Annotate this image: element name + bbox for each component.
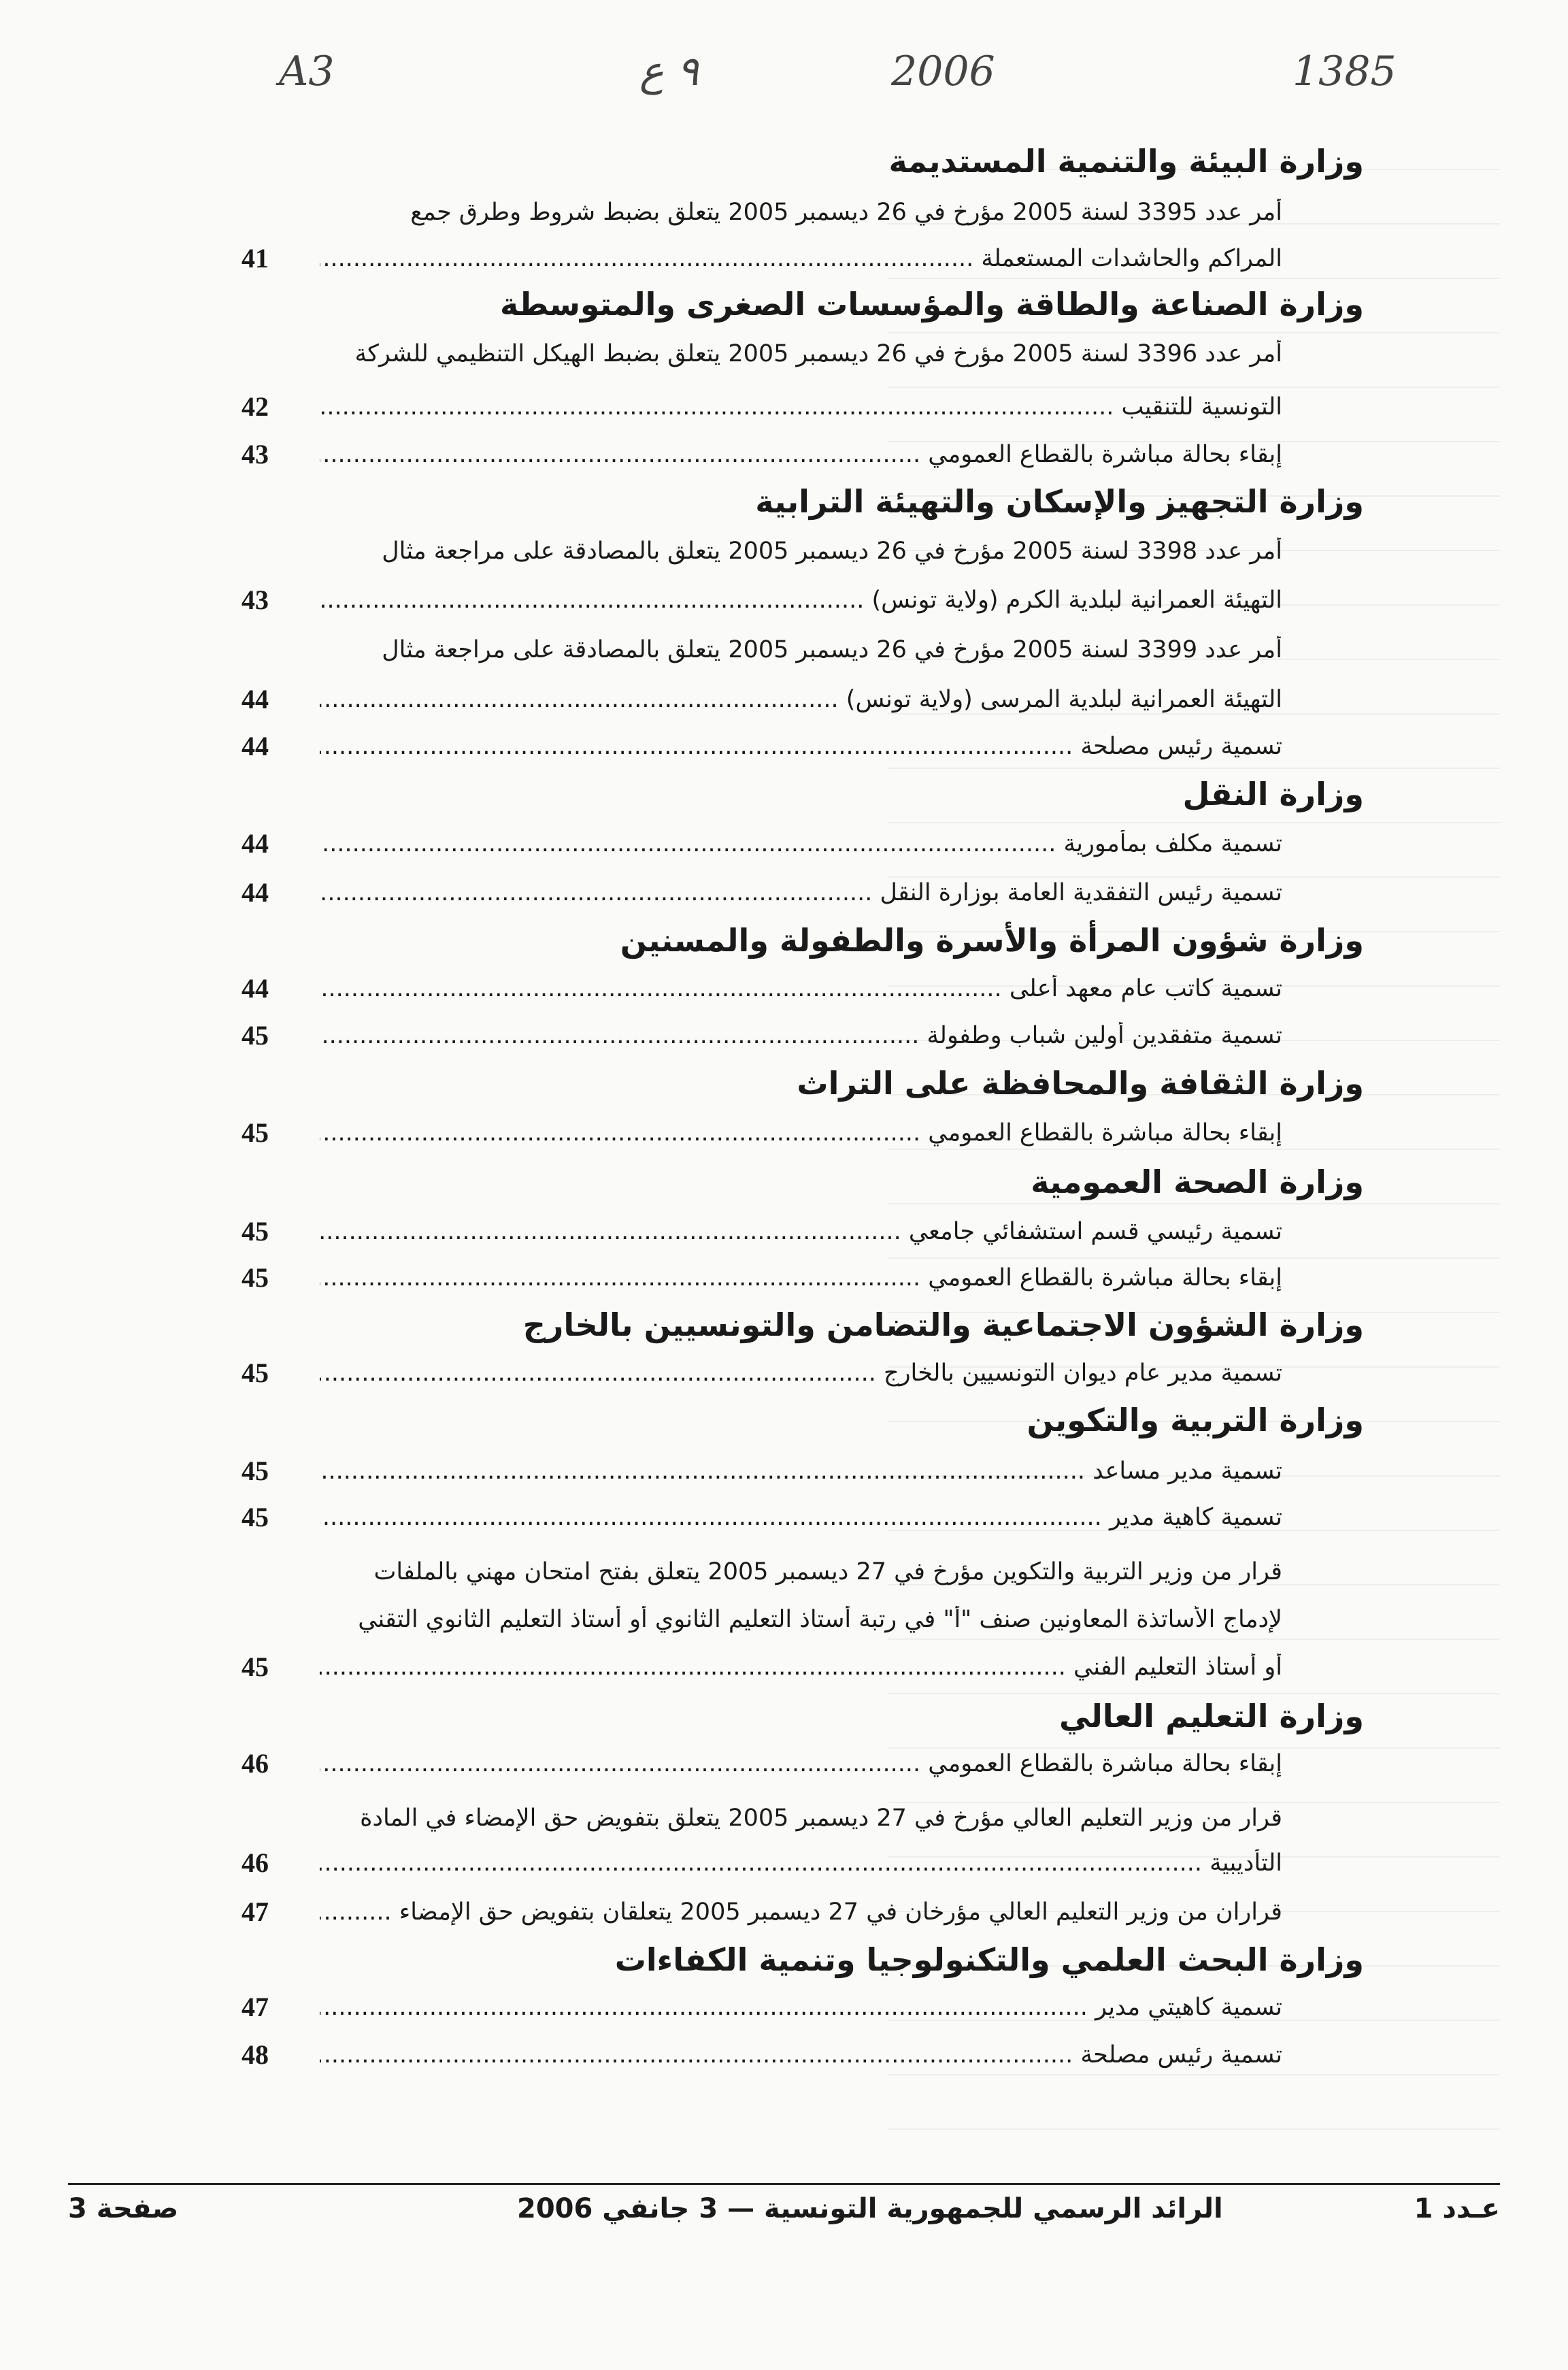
toc-entry-text: أمر عدد 3399 لسنة 2005 مؤرخ في 26 ديسمبر 2005 يتعلق بالمصادقة على مراجعة مثال	[382, 636, 1282, 663]
toc-entry	[320, 686, 1282, 713]
toc-entry	[320, 1849, 1282, 1877]
section-heading: وزارة الثقافة والمحافظة على التراث	[797, 1065, 1364, 1102]
section-heading: وزارة الشؤون الاجتماعية والتضامن والتونسيين بالخارج	[522, 1306, 1364, 1343]
toc-entry-text: تسمية كاتب عام معهد أعلى .....	[320, 975, 1282, 1002]
toc-entry-text: أمر عدد 3396 لسنة 2005 مؤرخ في 26 ديسمبر 2005 يتعلق بضبط الهيكل التنظيمي للشركة	[354, 340, 1282, 367]
toc-page-number: 45	[241, 1262, 269, 1293]
toc-entry	[320, 830, 1282, 857]
toc-page-number: 45	[241, 1020, 269, 1051]
toc-page-number: 44	[241, 828, 269, 859]
toc-page-number: 41	[241, 243, 269, 274]
toc-entry-text: لإدماج الأساتذة المعاونين صنف "أ" في رتبة أستاذ التعليم الثانوي أو أستاذ التعليم الثانوي التقني	[358, 1606, 1282, 1633]
toc-entry	[320, 1458, 1282, 1485]
section-heading: وزارة البيئة والتنمية المستديمة	[888, 143, 1364, 180]
handwritten-note-2: ٩ ع	[639, 48, 699, 95]
toc-entry	[320, 1022, 1282, 1049]
toc-page-number: 43	[241, 585, 269, 615]
toc-entry	[320, 1504, 1282, 1531]
toc-entry	[320, 1218, 1282, 1245]
footer-page: صفحة 3	[68, 2193, 179, 2224]
toc-entry-text: تسمية مدير عام ديوان التونسيين بالخارج .....	[320, 1360, 1282, 1387]
toc-page-number: 45	[241, 1117, 269, 1148]
toc-page-number: 44	[241, 684, 269, 714]
toc-page-number: 44	[241, 877, 269, 908]
toc-entry-text: أمر عدد 3398 لسنة 2005 مؤرخ في 26 ديسمبر 2005 يتعلق بالمصادقة على مراجعة مثال	[382, 538, 1282, 565]
toc-entry	[320, 587, 1282, 614]
toc-entry	[320, 441, 1282, 468]
toc-entry	[320, 1606, 1282, 1633]
handwritten-note-1: A3	[279, 48, 335, 95]
toc-page-number: 46	[241, 1847, 269, 1878]
toc-entry	[320, 1264, 1282, 1291]
toc-entry	[320, 1994, 1282, 2021]
toc-entry-text: تسمية مكلف بمأمورية .....	[320, 830, 1282, 857]
section-heading: وزارة التعليم العالي	[1058, 1698, 1364, 1734]
section-heading: وزارة التربية والتكوين	[1027, 1402, 1364, 1438]
toc-entry	[320, 199, 1282, 226]
toc-page-number: 47	[241, 1896, 269, 1927]
toc-page-number: 45	[241, 1502, 269, 1532]
toc-entry-text: إبقاء بحالة مباشرة بالقطاع العمومي .....	[320, 1264, 1282, 1291]
toc-entry-text: التهيئة العمرانية لبلدية المرسى (ولاية تونس) .....	[320, 686, 1282, 713]
toc-entry	[320, 393, 1282, 421]
section-heading: وزارة الصحة العمومية	[1031, 1164, 1364, 1200]
footer-rule	[68, 2183, 1500, 2185]
toc-entry-text: إبقاء بحالة مباشرة بالقطاع العمومي .....	[320, 1750, 1282, 1777]
toc-entry-text: إبقاء بحالة مباشرة بالقطاع العمومي .....	[320, 1119, 1282, 1147]
toc-entry	[320, 1805, 1282, 1832]
toc-entry	[320, 879, 1282, 906]
footer-title: الرائد الرسمي للجمهورية التونسية — 3 جانفي 2006	[517, 2193, 1223, 2224]
toc-entry-text: تسمية متفقدين أولين شباب وطفولة .....	[320, 1022, 1282, 1049]
toc-entry-text: تسمية كاهية مدير .....	[320, 1504, 1282, 1531]
toc-page-number: 48	[241, 2039, 269, 2070]
toc-entry-text: تسمية رئيس التفقدية العامة بوزارة النقل .....	[320, 879, 1282, 906]
toc-entry	[320, 1750, 1282, 1777]
section-heading: وزارة النقل	[1182, 776, 1364, 812]
toc-entry	[320, 1119, 1282, 1147]
toc-entry-text: تسمية رئيسي قسم استشفائي جامعي .....	[320, 1218, 1282, 1245]
toc-page-number: 45	[241, 1455, 269, 1486]
toc-entry-text: أو أستاذ التعليم الفني .....	[320, 1653, 1282, 1681]
toc-entry	[320, 1558, 1282, 1585]
toc-entry-text: قرار من وزير التعليم العالي مؤرخ في 27 ديسمبر 2005 يتعلق بتفويض حق الإمضاء في المادة	[360, 1805, 1282, 1832]
toc-entry-text: تسمية مدير مساعد .....	[320, 1458, 1282, 1485]
footer-issue: عـدد 1	[1414, 2193, 1500, 2224]
toc-entry	[320, 538, 1282, 565]
toc-entry	[320, 1360, 1282, 1387]
toc-page-number: 42	[241, 391, 269, 422]
toc-entry	[320, 245, 1282, 272]
toc-page-number: 47	[241, 1992, 269, 2022]
section-heading: وزارة البحث العلمي والتكنولوجيا وتنمية الكفاءات	[614, 1941, 1364, 1978]
toc-entry	[320, 1653, 1282, 1681]
toc-page-number: 43	[241, 439, 269, 470]
toc-page-number: 44	[241, 973, 269, 1004]
toc-entry-text: أمر عدد 3395 لسنة 2005 مؤرخ في 26 ديسمبر 2005 يتعلق بضبط شروط وطرق جمع	[410, 199, 1282, 226]
handwritten-note-3: 2006	[891, 48, 995, 95]
toc-entry	[320, 2041, 1282, 2069]
toc-entry	[320, 975, 1282, 1002]
section-heading: وزارة الصناعة والطاقة والمؤسسات الصغرى والمتوسطة	[499, 286, 1364, 323]
toc-page-number: 45	[241, 1216, 269, 1247]
toc-entry	[320, 1898, 1282, 1926]
toc-page-number: 45	[241, 1651, 269, 1682]
toc-entry-text: قراران من وزير التعليم العالي مؤرخان في 27 ديسمبر 2005 يتعلقان بتفويض حق الإمضاء .....	[320, 1898, 1282, 1926]
toc-entry-text: التهيئة العمرانية لبلدية الكرم (ولاية تونس) .....	[320, 587, 1282, 614]
handwritten-note-4: 1385	[1292, 48, 1397, 95]
toc-entry	[320, 636, 1282, 663]
toc-entry	[320, 733, 1282, 760]
toc-entry-text: تسمية رئيس مصلحة .....	[320, 733, 1282, 760]
toc-page-number: 45	[241, 1357, 269, 1388]
toc-entry-text: قرار من وزير التربية والتكوين مؤرخ في 27 ديسمبر 2005 يتعلق بفتح امتحان مهني بالملفات	[373, 1558, 1282, 1585]
section-heading: وزارة شؤون المرأة والأسرة والطفولة والمسنين	[620, 922, 1364, 959]
toc-entry	[320, 340, 1282, 367]
toc-page-number: 44	[241, 731, 269, 761]
toc-entry-text: التونسية للتنقيب .....	[320, 393, 1282, 421]
toc-page-number: 46	[241, 1748, 269, 1779]
toc-entry-text: التأديبية .....	[320, 1849, 1282, 1877]
toc-entry-text: المراكم والحاشدات المستعملة .....	[320, 245, 1282, 272]
toc-entry-text: إبقاء بحالة مباشرة بالقطاع العمومي .....	[320, 441, 1282, 468]
toc-entry-text: تسمية كاهيتي مدير .....	[320, 1994, 1282, 2021]
section-heading: وزارة التجهيز والإسكان والتهيئة الترابية	[755, 483, 1364, 520]
toc-entry-text: تسمية رئيس مصلحة .....	[320, 2041, 1282, 2069]
